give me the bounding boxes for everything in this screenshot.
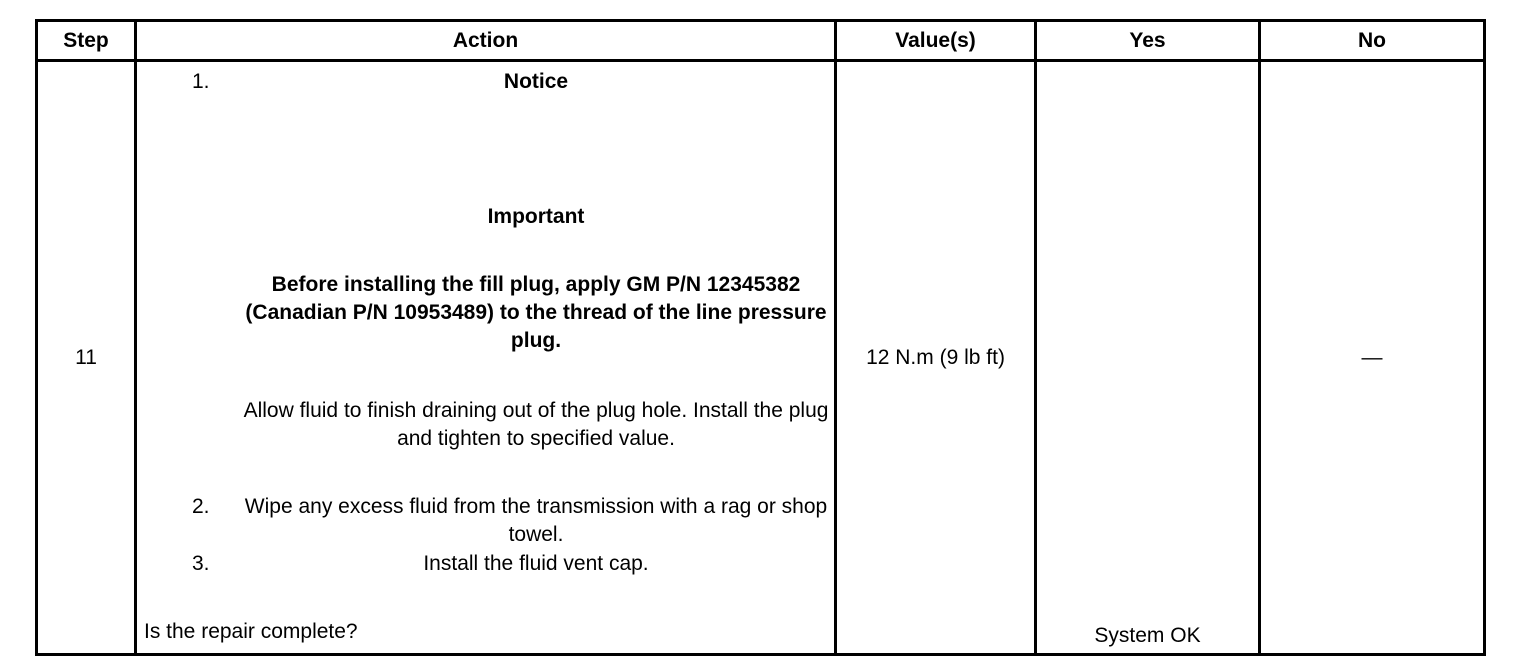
item-3-number: 3. bbox=[192, 552, 210, 575]
instruction-text: Allow fluid to finish draining out of the plug hole. Install the plug and tighten to specified value. bbox=[243, 399, 829, 450]
header-action: Action bbox=[136, 21, 836, 61]
header-yes: Yes bbox=[1036, 21, 1260, 61]
table-row bbox=[37, 61, 1485, 655]
item-3-text: Install the fluid vent cap. bbox=[423, 552, 649, 575]
question-text: Is the repair complete? bbox=[144, 620, 358, 643]
yes-cell bbox=[1036, 61, 1260, 655]
header-no: No bbox=[1260, 21, 1485, 61]
item-2-number: 2. bbox=[192, 495, 210, 518]
procedure-table bbox=[35, 19, 1486, 656]
step-number: 11 bbox=[37, 61, 136, 655]
important-heading: Important bbox=[487, 205, 585, 228]
no-result: — bbox=[1260, 61, 1485, 655]
item-1-number: 1. bbox=[192, 70, 210, 93]
header-step: Step bbox=[37, 21, 136, 61]
procedure-table-container bbox=[35, 19, 1483, 656]
value-cell: 12 N.m (9 lb ft) bbox=[836, 61, 1036, 655]
item-2-text: Wipe any excess fluid from the transmission with a rag or shop towel. bbox=[244, 495, 828, 546]
header-values: Value(s) bbox=[836, 21, 1036, 61]
header-row bbox=[37, 21, 1485, 61]
action-cell bbox=[136, 61, 836, 655]
notice-heading: Notice bbox=[503, 70, 569, 93]
yes-result: System OK bbox=[1094, 624, 1201, 647]
important-text: Before installing the fill plug, apply GM P/N 12345382 (Canadian P/N 10953489) to the thread of the line pressure plug. bbox=[245, 273, 827, 352]
